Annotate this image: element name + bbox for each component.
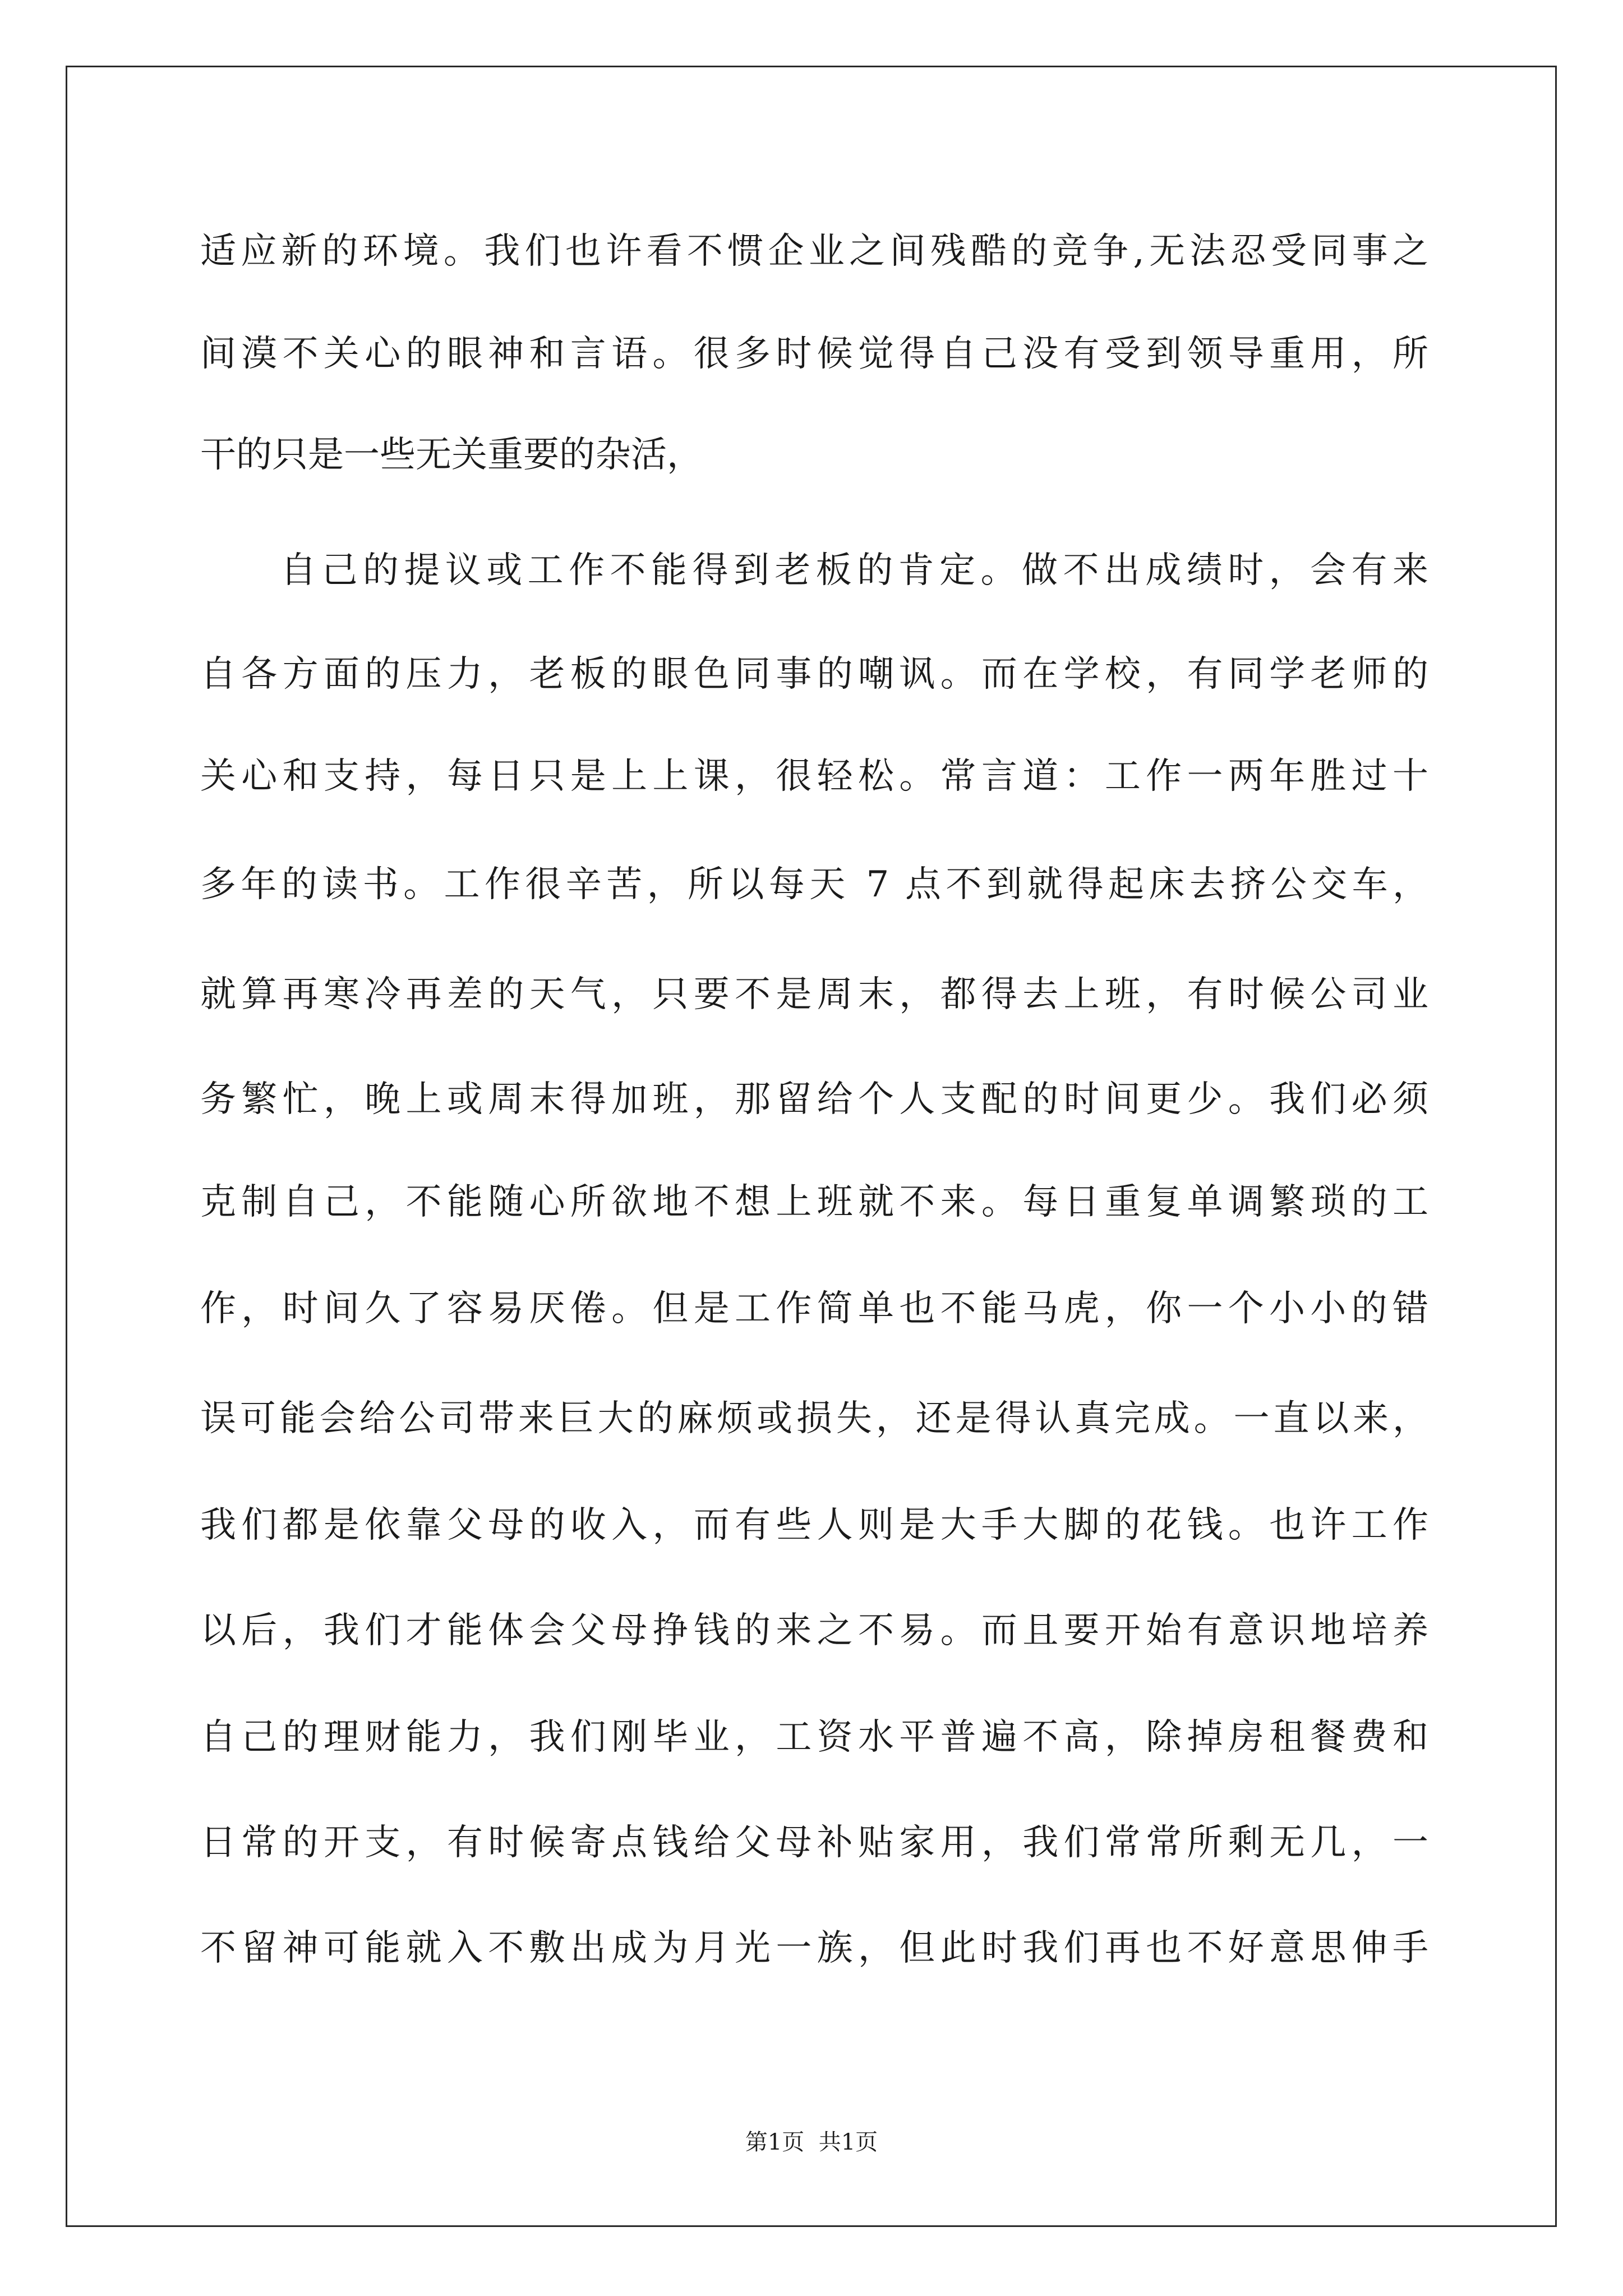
text-line: 就算再寒冷再差的天气，只要不是周末，都得去上班，有时候公司业 xyxy=(200,974,1428,1015)
text-line: 干的只是一些无关重要的杂活， xyxy=(200,434,703,476)
page-border xyxy=(66,66,1557,2227)
text-line: 务繁忙，晚上或周末得加班，那留给个人支配的时间更少。我们必须 xyxy=(200,1079,1428,1120)
paragraph-first-line: 自己的提议或工作不能得到老板的肯定。做不出成绩时，会有来 xyxy=(280,550,1428,591)
page-footer-page-number: 第1页 共1页 xyxy=(745,2129,878,2155)
text-line: 多年的读书。工作很辛苦，所以每天 7 点不到就得起床去挤公交车， xyxy=(200,864,1428,905)
text-line: 自各方面的压力，老板的眼色同事的嘲讽。而在学校，有同学老师的 xyxy=(200,654,1428,695)
text-line: 我们都是依靠父母的收入，而有些人则是大手大脚的花钱。也许工作 xyxy=(200,1504,1428,1546)
text-line: 适应新的环境。我们也许看不惯企业之间残酷的竞争,无法忍受同事之 xyxy=(200,231,1428,272)
text-line: 作，时间久了容易厌倦。但是工作简单也不能马虎，你一个小小的错 xyxy=(200,1288,1428,1329)
text-line: 自己的理财能力，我们刚毕业，工资水平普遍不高，除掉房租餐费和 xyxy=(200,1717,1428,1758)
text-line: 以后，我们才能体会父母挣钱的来之不易。而且要开始有意识地培养 xyxy=(200,1610,1428,1651)
text-line: 日常的开支，有时候寄点钱给父母补贴家用，我们常常所剩无几，一 xyxy=(200,1822,1428,1864)
text-line: 克制自己，不能随心所欲地不想上班就不来。每日重复单调繁琐的工 xyxy=(200,1181,1428,1223)
text-line: 关心和支持，每日只是上上课，很轻松。常言道：工作一两年胜过十 xyxy=(200,756,1428,797)
text-line: 误可能会给公司带来巨大的麻烦或损失，还是得认真完成。一直以来， xyxy=(200,1398,1428,1439)
text-line: 间漠不关心的眼神和言语。很多时候觉得自己没有受到领导重用，所 xyxy=(200,333,1428,375)
text-line: 不留神可能就入不敷出成为月光一族，但此时我们再也不好意思伸手 xyxy=(200,1927,1428,1969)
